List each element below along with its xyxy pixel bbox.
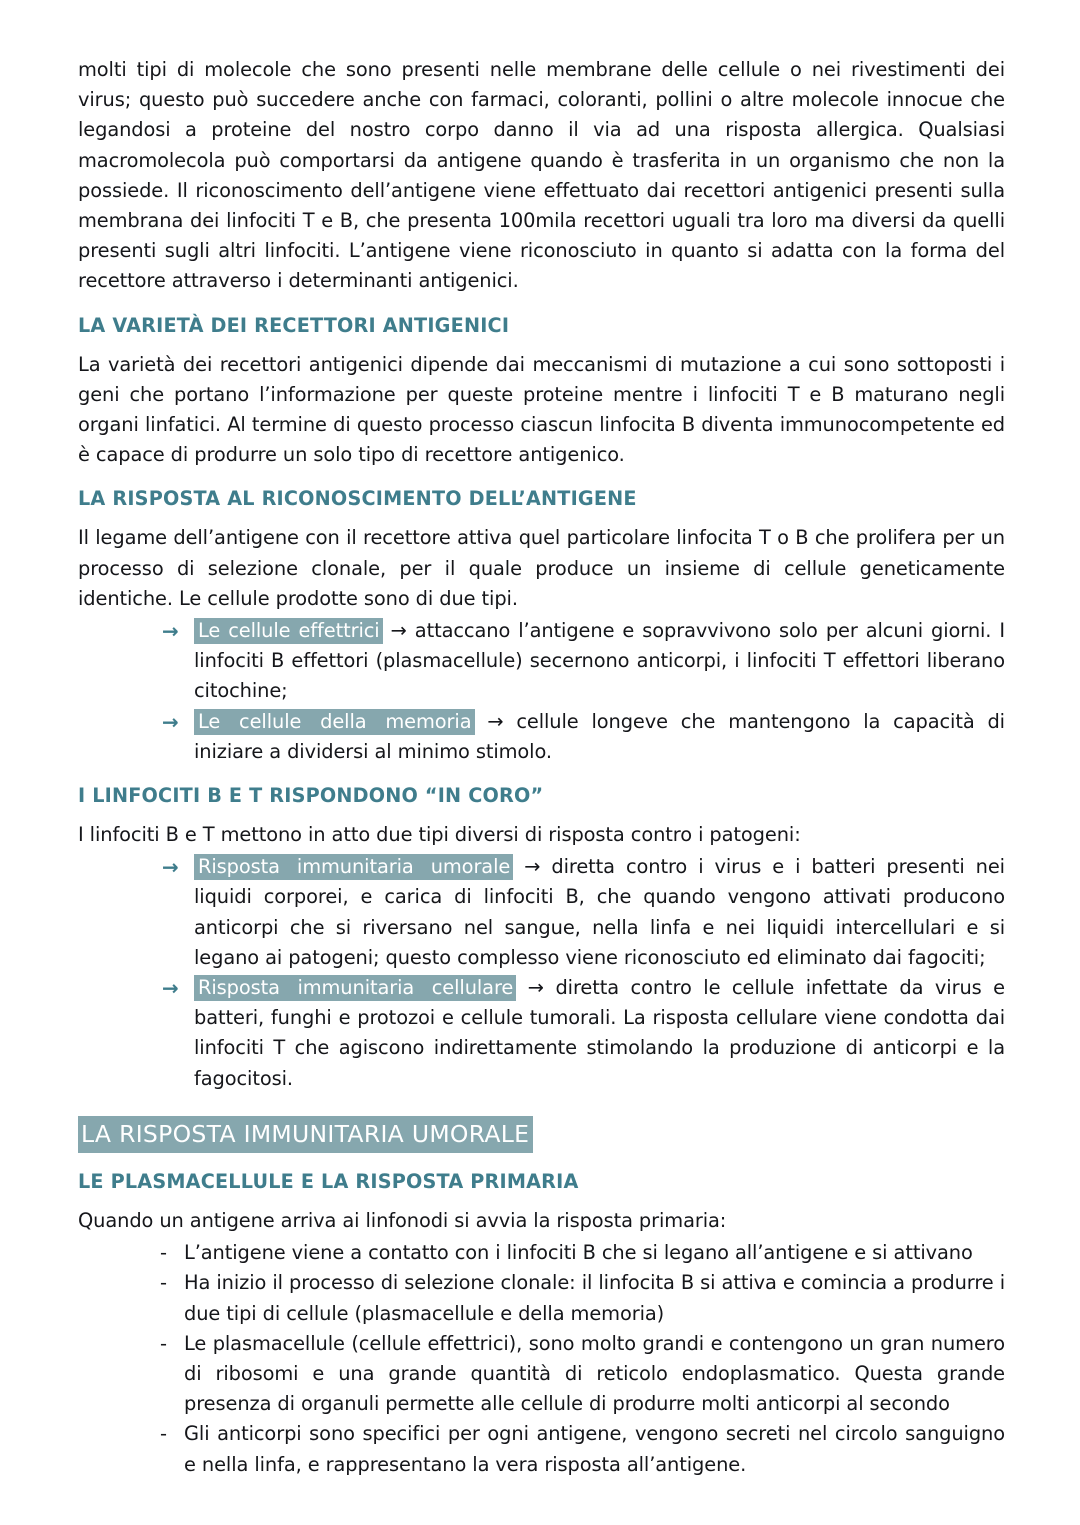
list-item: [78, 852, 1005, 973]
list-item: [78, 1238, 1005, 1268]
inline-arrow-icon: →: [390, 619, 407, 643]
dash-bullet-icon: -: [160, 1331, 167, 1355]
list-item-text: L’antigene viene a contatto con i linfociti B che si legano all’antigene e si attivano: [184, 1241, 973, 1265]
highlight-chip: Risposta immunitaria umorale: [194, 854, 513, 880]
list-item-text: Le plasmacellule (cellule effettrici), sono molto grandi e contengono un gran numero di ribosomi e una grande quantità di reticolo endoplasmatico. Questa grande presenza di organuli permette alle cellule di produrre molti anticorpi al secondo: [184, 1331, 1005, 1416]
intro-paragraph: molti tipi di molecole che sono presenti nelle membrane delle cellule o nei rivestimenti dei virus; questo può succedere anche con farmaci, coloranti, pollini o altre molecole innocue che legandosi a proteine del nostro corpo danno il via ad una risposta allergica. Qualsiasi macromolecola può comportarsi da antigene quando è trasferita in un organismo che non la possiede. Il riconoscimento dell’antigene viene effettuato dai recettori antigenici presenti sulla membrana dei linfociti T e B, che presenta 100mila recettori uguali tra loro ma diversi da quelli presenti sugli altri linfociti. L’antigene viene riconosciuto in quanto si adatta con la forma del recettore attraverso i determinanti antigenici.: [78, 58, 1005, 293]
highlight-chip: Risposta immunitaria cellulare: [194, 975, 516, 1001]
dash-bullet-icon: -: [160, 1422, 167, 1446]
list-item-text: attaccano l’antigene e sopravvivono solo per alcuni giorni. I linfociti B effettori (plasmacellule) secernono anticorpi, i linfociti T effettori liberano citochine;: [194, 619, 1005, 703]
inline-arrow-icon: →: [487, 709, 504, 733]
list-item-text: diretta contro le cellule infettate da virus e batteri, funghi e protozoi e cellule tumorali. La risposta cellulare viene condotta dai linfociti T che agiscono indirettamente stimolando la produzione di anticorpi e la fagocitosi.: [194, 976, 1005, 1090]
list-item: [78, 973, 1005, 1094]
dash-bullet-icon: -: [160, 1271, 167, 1295]
heading-linfociti-in-coro: I LINFOCITI B E T RISPONDONO “IN CORO”: [78, 784, 544, 808]
list-item: [78, 707, 1005, 767]
heading-varieta-recettori-antigenici: LA VARIETÀ DEI RECETTORI ANTIGENICI: [78, 313, 510, 337]
arrow-bullet-list-cellule: [78, 616, 1005, 767]
banner-heading-risposta-immunitaria-umorale: LA RISPOSTA IMMUNITARIA UMORALE: [78, 1116, 533, 1153]
highlight-chip: Le cellule effettrici: [194, 618, 383, 644]
list-item: [78, 1329, 1005, 1420]
paragraph-linfociti-in-coro: I linfociti B e T mettono in atto due tipi diversi di risposta contro i patogeni:: [78, 823, 801, 847]
list-item-text: cellule longeve che mantengono la capacità di iniziare a dividersi al minimo stimolo.: [194, 709, 1005, 763]
dash-bullet-list-risposta-primaria: [78, 1238, 1005, 1480]
arrow-bullet-icon: →: [162, 709, 179, 734]
paragraph-risposta-riconoscimento-antigene: Il legame dell’antigene con il recettore attiva quel particolare linfocita T o B che prolifera per un processo di selezione clonale, per il quale produce un insieme di cellule geneticamente identiche. Le cellule prodotte sono di due tipi.: [78, 526, 1005, 610]
arrow-bullet-icon: →: [162, 619, 179, 644]
list-item: [78, 1268, 1005, 1328]
inline-arrow-icon: →: [524, 855, 541, 879]
arrow-bullet-icon: →: [162, 976, 179, 1001]
banner-heading-container: [78, 1116, 1005, 1153]
arrow-bullet-icon: →: [162, 855, 179, 880]
list-item: [78, 1419, 1005, 1479]
dash-bullet-icon: -: [160, 1241, 167, 1265]
heading-plasmacellule-risposta-primaria: LE PLASMACELLULE E LA RISPOSTA PRIMARIA: [78, 1169, 579, 1193]
arrow-bullet-list-risposte: [78, 852, 1005, 1094]
paragraph-plasmacellule-risposta-primaria: Quando un antigene arriva ai linfonodi si avvia la risposta primaria:: [78, 1208, 727, 1232]
inline-arrow-icon: →: [527, 976, 544, 1000]
list-item: [78, 616, 1005, 707]
highlight-chip: Le cellule della memoria: [194, 709, 475, 735]
list-item-text: Ha inizio il processo di selezione clonale: il linfocita B si attiva e comincia a produrre i due tipi di cellule (plasmacellule e della memoria): [184, 1271, 1005, 1325]
heading-risposta-riconoscimento-antigene: LA RISPOSTA AL RICONOSCIMENTO DELL’ANTIGENE: [78, 487, 637, 511]
list-item-text: Gli anticorpi sono specifici per ogni antigene, vengono secreti nel circolo sanguigno e nella linfa, e rappresentano la vera risposta all’antigene.: [184, 1422, 1005, 1476]
list-item-text: diretta contro i virus e i batteri presenti nei liquidi corporei, e carica di linfociti B, che quando vengono attivati producono anticorpi che si riversano nel sangue, nella linfa e nei liquidi intercellulari e si legano ai patogeni; questo complesso viene riconosciuto ed eliminato dai fagociti;: [194, 855, 1005, 969]
paragraph-varieta-recettori-antigenici: La varietà dei recettori antigenici dipende dai meccanismi di mutazione a cui sono sottoposti i geni che portano l’informazione per queste proteine mentre i linfociti T e B maturano negli organi linfatici. Al termine di questo processo ciascun linfocita B diventa immunocompetente ed è capace di produrre un solo tipo di recettore antigenico.: [78, 352, 1005, 467]
